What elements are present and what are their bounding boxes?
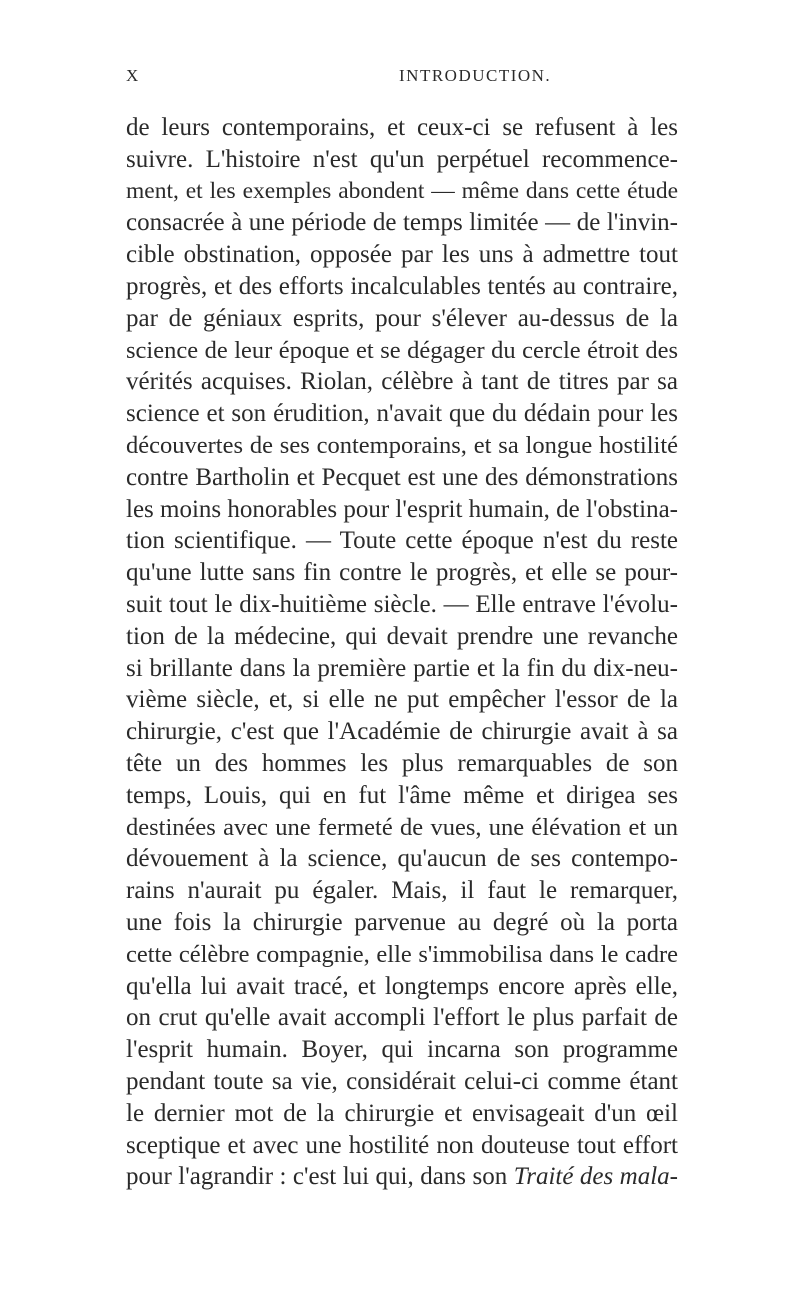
text-line: on crut qu'elle avait accompli l'effort le plus parfait de xyxy=(126,1004,678,1032)
text-line: science de leur époque et se dégager du cercle étroit des xyxy=(126,336,678,364)
text-line: tion scientifique. — Toute cette époque n'est du reste xyxy=(126,527,678,555)
text-line: suivre. L'histoire n'est qu'un perpétuel recommence- xyxy=(126,145,678,173)
text-line: une fois la chirurgie parvenue au degré où la porta xyxy=(126,908,678,936)
text-line: découvertes de ses contemporains, et sa longue hostilité xyxy=(126,431,678,459)
text-line: consacrée à une période de temps limitée — de l'invin- xyxy=(126,209,678,237)
text-line: les moins honorables pour l'esprit humain, de l'obstina- xyxy=(126,495,678,523)
text-line-last xyxy=(126,1161,678,1193)
book-title-italic: Traité des mala- xyxy=(513,1163,678,1191)
text-line: dévouement à la science, qu'aucun de ses contempo- xyxy=(126,845,678,873)
running-head xyxy=(126,66,678,96)
text-line: suit tout le dix-huitième siècle. — Elle entrave l'évolu- xyxy=(126,590,678,618)
text-line: science et son érudition, n'avait que du dédain pour les xyxy=(126,400,678,428)
text-line: tête un des hommes les plus remarquables de son xyxy=(126,749,678,777)
text-line: pendant toute sa vie, considérait celui-ci comme étant xyxy=(126,1067,678,1095)
body-paragraph xyxy=(126,112,678,1193)
text-line: le dernier mot de la chirurgie et envisageait d'un œil xyxy=(126,1099,678,1127)
text-line: temps, Louis, qui en fut l'âme même et dirigea ses xyxy=(126,781,678,809)
text-line: cible obstination, opposée par les uns à admettre tout xyxy=(126,241,678,269)
text-line: qu'une lutte sans fin contre le progrès, et elle se pour- xyxy=(126,559,678,587)
text-line: destinées avec une fermeté de vues, une élévation et un xyxy=(126,813,678,841)
text-line: qu'ella lui avait tracé, et longtemps encore après elle, xyxy=(126,972,678,1000)
chapter-title: INTRODUCTION. xyxy=(399,66,552,85)
text-line: progrès, et des efforts incalculables tentés au contraire, xyxy=(126,272,678,300)
text-line: l'esprit humain. Boyer, qui incarna son programme xyxy=(126,1036,678,1064)
text-line: contre Bartholin et Pecquet est une des démonstrations xyxy=(126,463,678,491)
text-line: rains n'aurait pu égaler. Mais, il faut le remarquer, xyxy=(126,877,678,905)
text-line: sceptique et avec une hostilité non douteuse tout effort xyxy=(126,1131,678,1159)
text-line: par de géniaux esprits, pour s'élever au-dessus de la xyxy=(126,304,678,332)
last-line-roman: pour l'agrandir : c'est lui qui, dans son xyxy=(126,1163,508,1191)
text-line: chirurgie, c'est que l'Académie de chirurgie avait à sa xyxy=(126,718,678,746)
text-line: tion de la médecine, qui devait prendre une revanche xyxy=(126,622,678,650)
text-line: ment, et les exemples abondent — même dans cette étude xyxy=(126,177,678,204)
text-line: de leurs contemporains, et ceux-ci se refusent à les xyxy=(126,114,678,141)
text-line: vérités acquises. Riolan, célèbre à tant de titres par sa xyxy=(126,368,678,396)
text-line: cette célèbre compagnie, elle s'immobilisa dans le cadre xyxy=(126,940,678,968)
page-number: X xyxy=(126,66,140,85)
text-line: vième siècle, et, si elle ne put empêcher l'essor de la xyxy=(126,686,678,714)
text-line: si brillante dans la première partie et la fin du dix-neu- xyxy=(126,654,678,682)
